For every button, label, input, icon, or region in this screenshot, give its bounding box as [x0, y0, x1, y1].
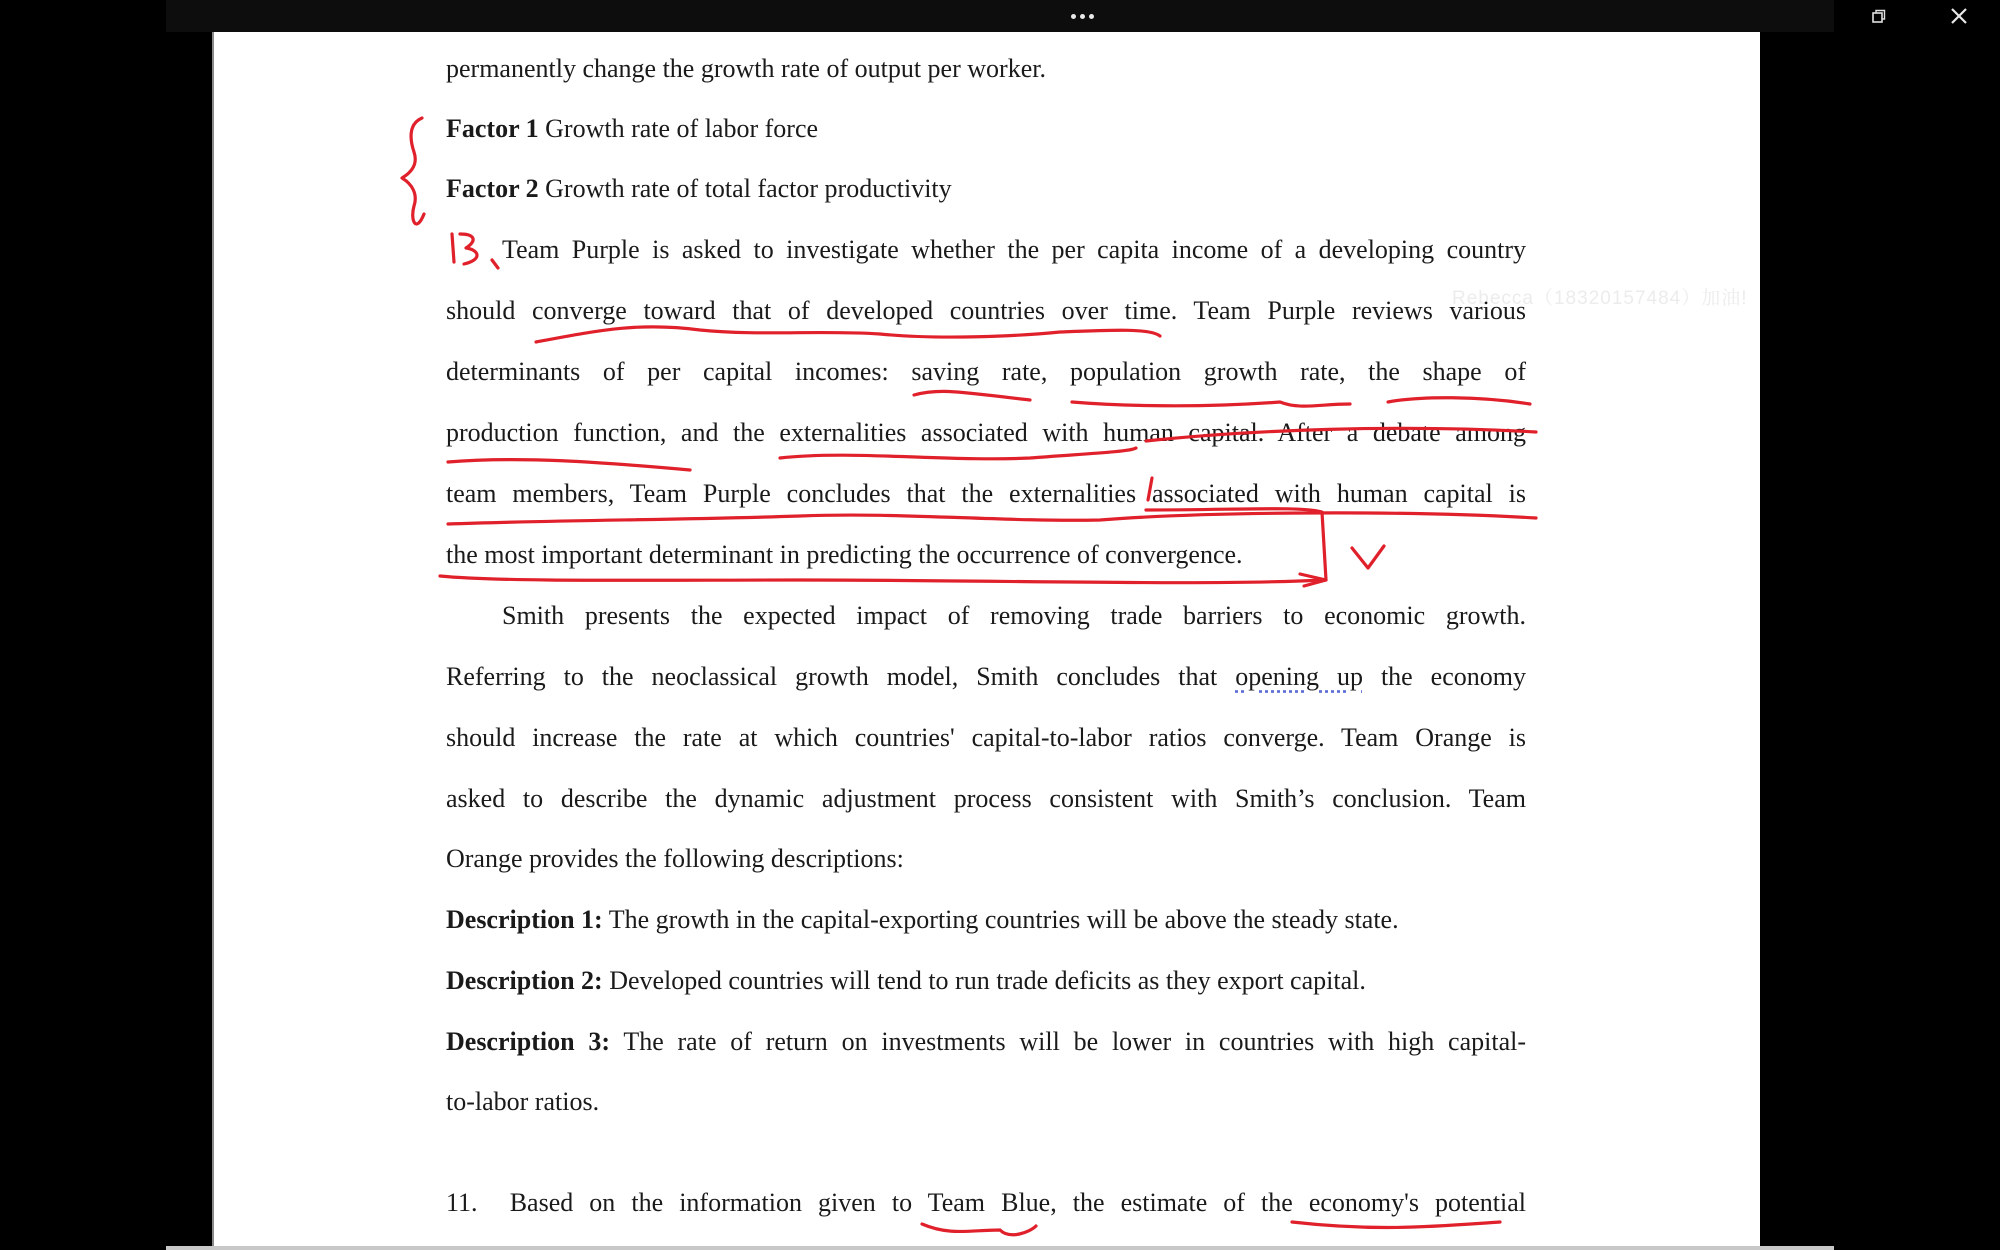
paragraph-line: determinants of per capital incomes: saving rate, population growth rate, the shape of — [446, 357, 1526, 386]
paragraph-line: production function, and the externalities associated with human capital. After a debate among — [446, 418, 1526, 447]
description-text: Developed countries will tend to run trade deficits as they export capital. — [602, 966, 1366, 995]
question-number: 11. — [446, 1188, 478, 1217]
page-bottom-edge — [166, 1246, 1834, 1250]
description-label: Description 1: — [446, 905, 603, 934]
factor-text: Growth rate of labor force — [538, 114, 819, 143]
paragraph-line: permanently change the growth rate of output per worker. — [446, 54, 1046, 83]
paragraph-line: should increase the rate at which countries' capital-to-labor ratios converge. Team Orange is — [446, 723, 1526, 752]
description-text: The rate of return on investments will be lower in countries with high capital- — [610, 1027, 1526, 1056]
restore-window-icon[interactable] — [1872, 9, 1886, 23]
paragraph-line: to-labor ratios. — [446, 1087, 600, 1116]
paragraph-line — [446, 662, 1526, 692]
paragraph-line: Team Purple is asked to investigate whether the per capita income of a developing country — [502, 235, 1526, 264]
description-3 — [446, 1027, 1526, 1057]
document-page — [212, 32, 1760, 1250]
description-label: Description 3: — [446, 1027, 610, 1056]
description-1 — [446, 905, 1526, 935]
factor-1 — [446, 114, 1526, 144]
viewer-toolbar — [166, 0, 1834, 32]
paragraph-line: Orange provides the following descriptions: — [446, 844, 904, 873]
factor-2 — [446, 174, 1526, 204]
paragraph-line: Smith presents the expected impact of removing trade barriers to economic growth. — [502, 601, 1526, 630]
paragraph-line: the most important determinant in predicting the occurrence of convergence. — [446, 540, 1243, 569]
paragraph-line: team members, Team Purple concludes that the externalities associated with human capital is — [446, 479, 1526, 508]
description-2 — [446, 966, 1526, 996]
factor-label: Factor 2 — [446, 174, 539, 203]
factor-label: Factor 1 — [446, 114, 539, 143]
question-text: Based on the information given to Team Blue, the estimate of the economy's potential — [509, 1188, 1527, 1217]
more-options-icon[interactable] — [1067, 8, 1097, 24]
description-text: The growth in the capital-exporting countries will be above the steady state. — [602, 905, 1399, 934]
description-label: Description 2: — [446, 966, 603, 995]
paragraph-line: asked to describe the dynamic adjustment process consistent with Smith’s conclusion. Team — [446, 784, 1526, 813]
factor-text: Growth rate of total factor productivity — [538, 174, 952, 203]
grammar-flagged-text: opening up — [1235, 662, 1363, 691]
text-run: the economy — [1362, 662, 1526, 691]
text-run: Referring to the neoclassical growth model, Smith concludes that — [446, 662, 1236, 691]
paragraph-line: should converge toward that of developed countries over time. Team Purple reviews various — [446, 296, 1526, 325]
close-icon[interactable] — [1948, 5, 1970, 27]
watermark: Rebecca（18320157484）加油! — [1452, 288, 1748, 309]
question-11 — [446, 1188, 1526, 1218]
